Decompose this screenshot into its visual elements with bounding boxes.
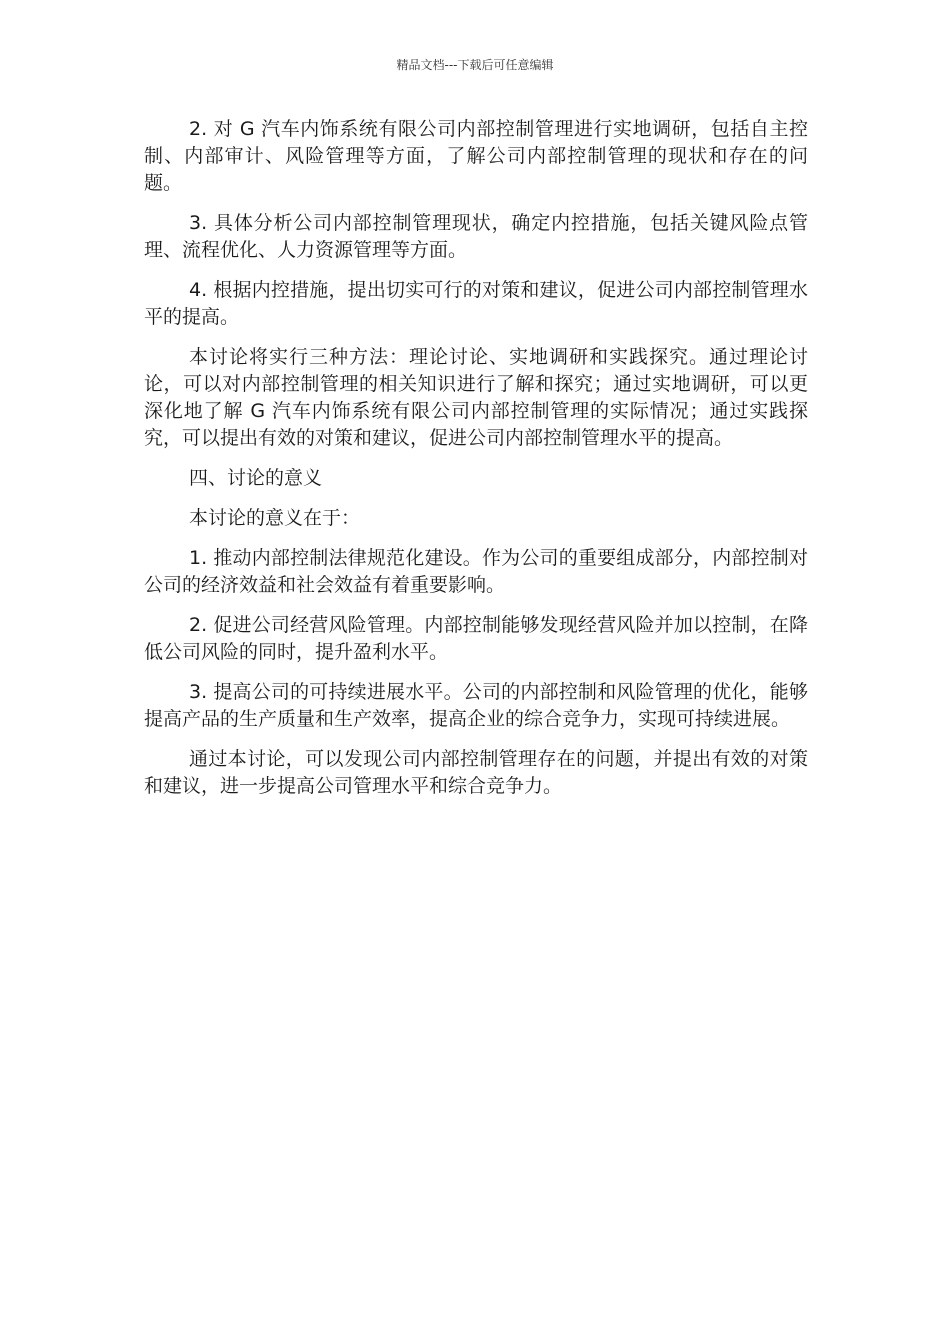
paragraph-conclusion: 通过本讨论，可以发现公司内部控制管理存在的问题，并提出有效的对策和建议，进一步提高公司管理水平和综合竞争力。 — [144, 748, 808, 797]
paragraph-significance-1: 1. 推动内部控制法律规范化建设。作为公司的重要组成部分，内部控制对公司的经济效益和社会效益有着重要影响。 — [144, 547, 808, 596]
paragraph-step-3: 3. 具体分析公司内部控制管理现状，确定内控措施，包括关键风险点管理、流程优化、人力资源管理等方面。 — [144, 212, 808, 261]
paragraph-step-4: 4. 根据内控措施，提出切实可行的对策和建议，促进公司内部控制管理水平的提高。 — [144, 279, 808, 328]
section-heading-significance: 四、讨论的意义 — [189, 467, 323, 489]
document-body — [144, 116, 808, 813]
paragraph-significance-3: 3. 提高公司的可持续进展水平。公司的内部控制和风险管理的优化，能够提高产品的生产质量和生产效率，提高企业的综合竞争力，实现可持续进展。 — [144, 681, 808, 730]
paragraph-methods: 本讨论将实行三种方法：理论讨论、实地调研和实践探究。通过理论讨论，可以对内部控制管理的相关知识进行了解和探究；通过实地调研，可以更深化地了解 G 汽车内饰系统有限公司内部控制管理的实际情况；通过实践探究，可以提出有效的对策和建议，促进公司内部控制管理水平的提高。 — [144, 346, 808, 449]
page-header: 精品文档---下载后可任意编辑 — [396, 58, 554, 72]
paragraph-significance-2: 2. 促进公司经营风险管理。内部控制能够发现经营风险并加以控制，在降低公司风险的同时，提升盈利水平。 — [144, 614, 808, 663]
paragraph-step-2: 2. 对 G 汽车内饰系统有限公司内部控制管理进行实地调研，包括自主控制、内部审计、风险管理等方面，了解公司内部控制管理的现状和存在的问题。 — [144, 118, 808, 194]
paragraph-significance-intro: 本讨论的意义在于： — [189, 507, 361, 529]
